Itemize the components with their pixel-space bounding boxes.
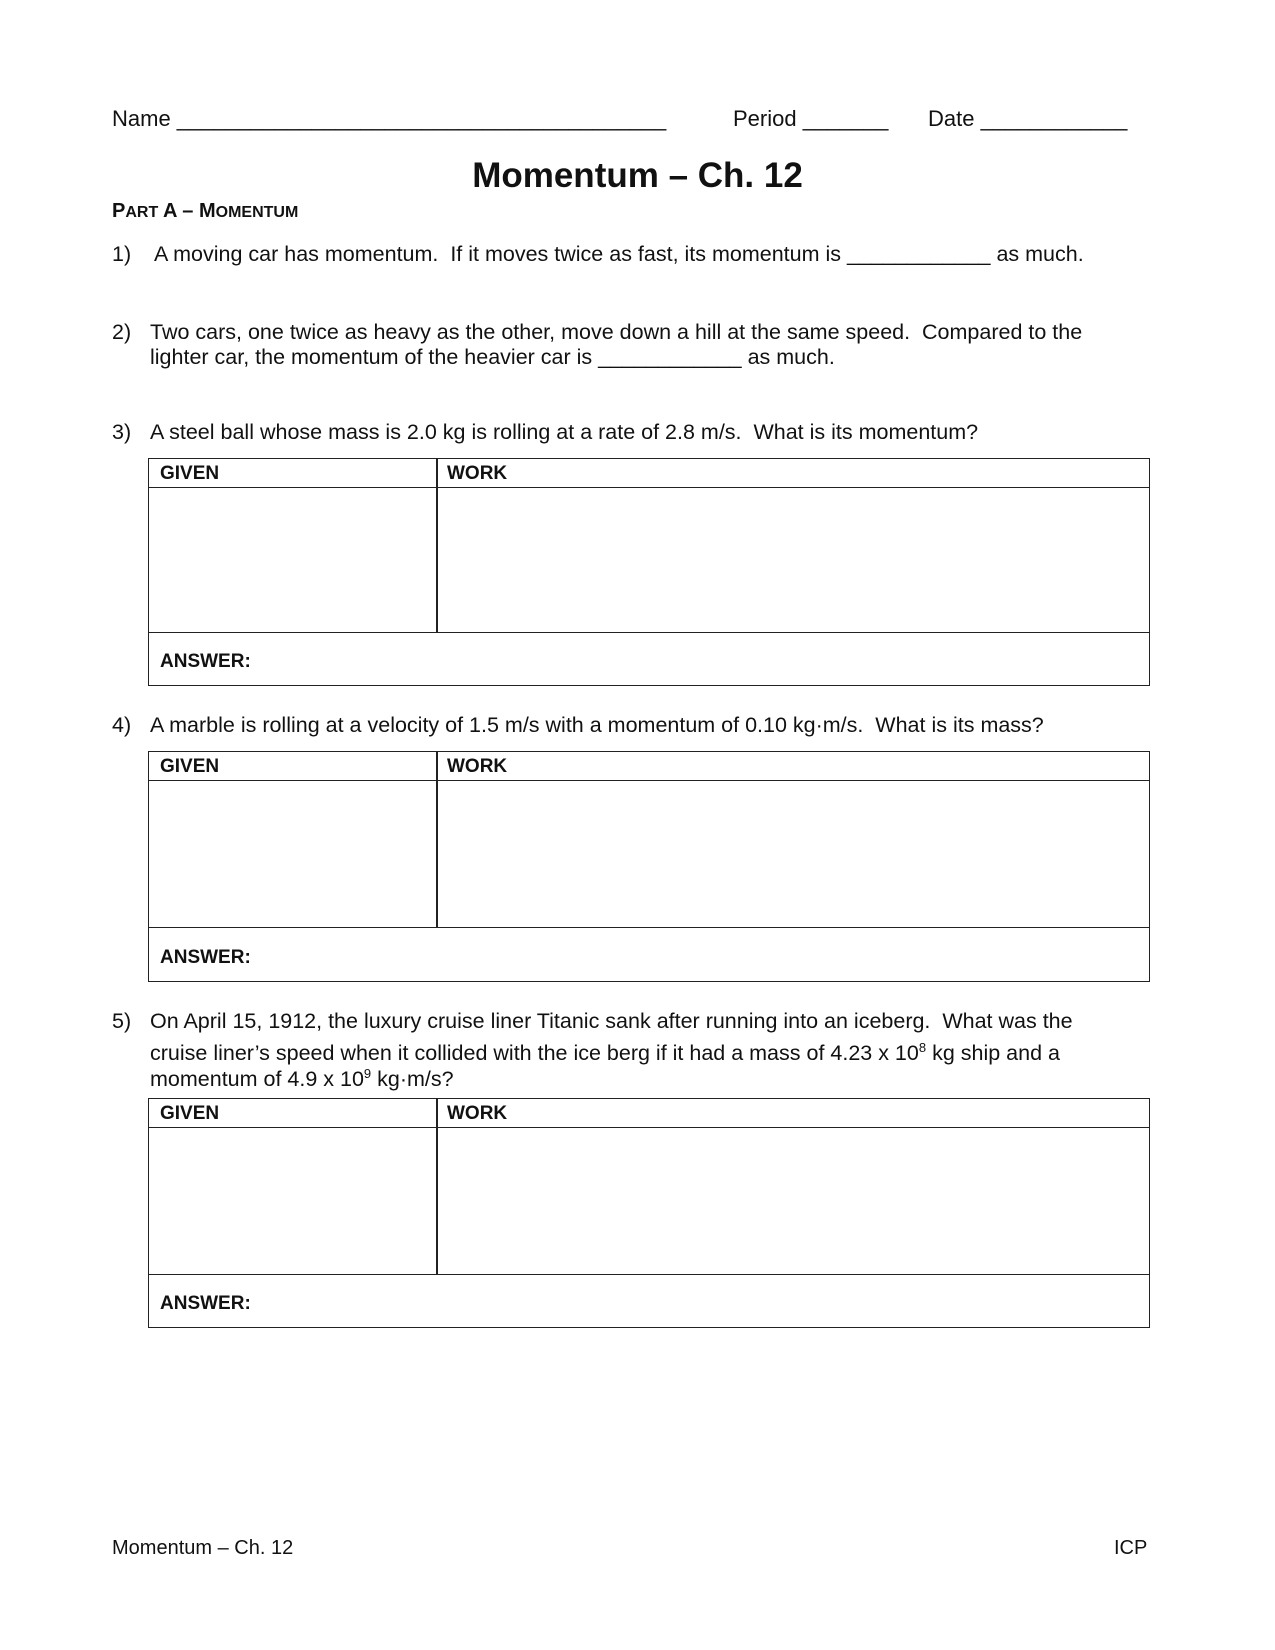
answer-label: ANSWER: [160, 947, 251, 968]
work-area[interactable] [438, 781, 1148, 927]
work-header: WORK [447, 463, 508, 484]
work-table-header [149, 1099, 1149, 1128]
work-header: WORK [447, 1103, 508, 1124]
question-4-number: 4) [112, 713, 132, 737]
page-title: Momentum – Ch. 12 [472, 156, 803, 195]
exponent: 9 [363, 1066, 372, 1081]
answer-row[interactable] [149, 927, 1149, 981]
given-area[interactable] [149, 488, 436, 632]
given-area[interactable] [149, 781, 436, 927]
answer-label: ANSWER: [160, 1293, 251, 1314]
answer-row[interactable] [149, 1274, 1149, 1327]
question-4-work-table [148, 751, 1150, 982]
section-heading-omentum: OMENTUM [215, 204, 299, 221]
question-3-text: A steel ball whose mass is 2.0 kg is rolling at a rate of 2.8 m/s. What is its momentum? [150, 420, 979, 444]
question-5-text-line1: On April 15, 1912, the luxury cruise liner Titanic sank after running into an iceberg. What was the [150, 1009, 1073, 1033]
given-header: GIVEN [160, 756, 220, 777]
section-heading [112, 200, 298, 223]
footer-left: Momentum – Ch. 12 [112, 1537, 294, 1559]
question-2-text-line2: lighter car, the momentum of the heavier car is ____________ as much. [150, 345, 835, 369]
question-5-line3-part-a: momentum of 4.9 x 10 [150, 1067, 364, 1092]
question-5-work-table [148, 1098, 1150, 1328]
answer-row[interactable] [149, 632, 1149, 685]
answer-label: ANSWER: [160, 651, 251, 672]
given-area[interactable] [149, 1128, 436, 1274]
question-5-text-line3 [150, 1061, 454, 1092]
exponent: 8 [918, 1040, 927, 1055]
work-area[interactable] [438, 488, 1148, 632]
question-2-text-line1: Two cars, one twice as heavy as the other, move down a hill at the same speed. Compared to the [150, 320, 1083, 344]
question-4-text: A marble is rolling at a velocity of 1.5 m/s with a momentum of 0.10 kg·m/s. What is its mass? [150, 713, 1044, 737]
question-5-line3-part-b: kg·m/s? [371, 1067, 454, 1092]
given-header: GIVEN [160, 463, 220, 484]
question-1-text: A moving car has momentum. If it moves twice as fast, its momentum is ____________ as much. [154, 242, 1084, 266]
question-5-line2-part-b: kg ship and a [926, 1041, 1060, 1066]
section-heading-art: ART [125, 204, 159, 221]
section-heading-p: P [112, 200, 126, 222]
work-header: WORK [447, 756, 508, 777]
question-5-number: 5) [112, 1009, 132, 1033]
given-header: GIVEN [160, 1103, 220, 1124]
period-field[interactable]: Period _______ [733, 106, 889, 131]
date-field[interactable]: Date ____________ [928, 106, 1128, 131]
question-3-work-table [148, 458, 1150, 686]
name-field[interactable]: Name ________________________________________ [112, 106, 667, 131]
section-heading-a: A – M [158, 200, 216, 222]
work-table-header [149, 459, 1149, 488]
question-5-line2-part-a: cruise liner’s speed when it collided with the ice berg if it had a mass of 4.23 x 10 [150, 1041, 919, 1066]
work-area[interactable] [438, 1128, 1148, 1274]
work-table-header [149, 752, 1149, 781]
question-3-number: 3) [112, 420, 132, 444]
footer-right: ICP [1114, 1537, 1148, 1559]
question-2-number: 2) [112, 320, 132, 344]
question-1-number: 1) [112, 242, 132, 266]
